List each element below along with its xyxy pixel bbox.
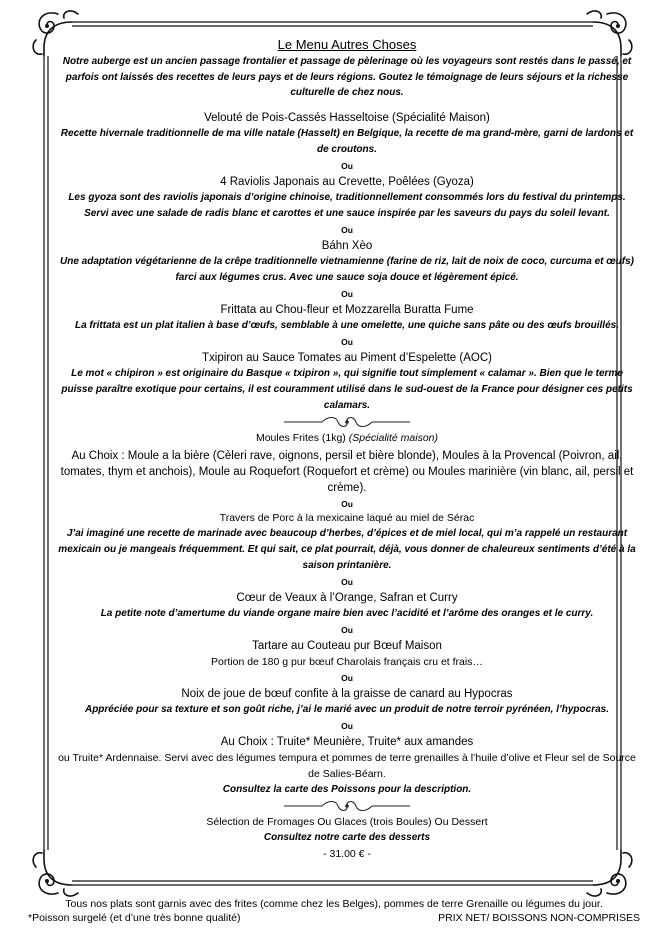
dish-description: La frittata est un plat italien à base d’œufs, semblable à une omelette, une quiche sans pâte ou des œufs brouillés. — [74, 319, 619, 331]
or-separator: Ou — [341, 576, 353, 587]
dish-name: Noix de joue de bœuf confite à la graisse de canard au Hypocras — [181, 687, 513, 700]
dish-name: Moules Frites (1kg) — [255, 431, 346, 444]
dish-description: Le mot « chipiron » est originaire du Basque « txipiron », qui signifie tout simplement « calamar ». Bien que le terme puisse paraître exotique pour certains, il est couramment utilisé dans le sud-ouest de la France pour désigner ces petits calamars. — [61, 367, 633, 411]
menu-title: Le Menu Autres Choses — [277, 37, 417, 52]
menu-footer — [28, 897, 640, 925]
dish-name: Cœur de Veaux à l’Orange, Safran et Curry — [236, 591, 458, 604]
ornament-divider — [56, 800, 638, 812]
or-separator: Ou — [341, 624, 353, 635]
moules-description: Au Choix : Moule a la bière (Cèleri rave, oignons, persil et bière blonde), Moules à la Provencal (Poivron, ail, tomates, thym et anchois), Moule au Roquefort (Roquefort et crème) ou Moules marinière (vin blanc, ail, persil et crème). — [60, 449, 634, 494]
or-separator: Ou — [341, 336, 353, 347]
or-separator: Ou — [341, 224, 353, 235]
dish-name: Travers de Porc à la mexicaine laqué au miel de Sérac — [219, 511, 475, 524]
dish-description: ou Truite* Ardennaise. Servi avec des légumes tempura et pommes de terre grenailles à l’huile d’olive et Fleur sel de Source de Salies-Béarn. — [58, 751, 636, 780]
flourish-icon — [282, 800, 412, 812]
dish-name: Au Choix : Truite* Meunière, Truite* aux amandes — [220, 735, 474, 748]
dish-name: Tartare au Couteau pur Bœuf Maison — [252, 639, 442, 652]
or-separator: Ou — [341, 160, 353, 171]
dish-description: Recette hivernale traditionnelle de ma ville natale (Hasselt) en Belgique, la recette de ma grand-mère, garni de lardons et de croutons. — [60, 127, 634, 155]
dish-description: Une adaptation végétarienne de la crêpe traditionnelle vietnamienne (farine de riz, lait de noix de coco, curcuma et œufs) farci aux légumes crus. Avec une sauce soja douce et légèrement épicé. — [59, 255, 635, 283]
dish-name: Frittata au Chou-fleur et Mozzarella Buratta Fume — [220, 303, 474, 316]
footer-frozen-note: *Poisson surgelé (et d’une très bonne qualité) — [28, 912, 241, 924]
dish-description: La petite note d’amertume du viande organe maire bien avec l’acidité et l’arôme des oranges et le curry. — [100, 607, 594, 619]
dessert-note: Consultez notre carte des desserts — [263, 831, 431, 843]
or-separator: Ou — [341, 720, 353, 731]
menu-body — [56, 36, 638, 862]
menu-price: - 31.00 € - — [323, 847, 371, 860]
dish-description: Les gyoza sont des raviolis japonais d’origine chinoise, traditionnellement consommés lors du festival du printemps. Servi avec une salade de radis blanc et carottes et une sauce inspirée par les saveurs du pays du soleil levant. — [68, 191, 626, 219]
dish-note: Consultez la carte des Poissons pour la description. — [222, 783, 472, 795]
footer-garnish-note: Tous nos plats sont garnis avec des frites (comme chez les Belges), pommes de terre Grenaille ou légumes du jour. — [65, 898, 603, 910]
dish-description: Appréciée pour sa texture et son goût riche, j’ai le marié avec un produit de notre terroir pyrénéen, l’hypocras. — [84, 703, 610, 715]
footer-price-note: PRIX NET/ BOISSONS NON-COMPRISES — [438, 912, 640, 924]
or-separator: Ou — [341, 672, 353, 683]
dish-name: Txipiron au Sauce Tomates au Piment d’Espelette (AOC) — [202, 351, 492, 364]
flourish-icon — [282, 416, 412, 428]
dish-name: Báhn Xèo — [321, 239, 373, 252]
moules-title — [56, 430, 638, 446]
dish-description: Portion de 180 g pur bœuf Charolais français cru et frais… — [211, 655, 483, 668]
dish-name: 4 Raviolis Japonais au Crevette, Poêlées (Gyoza) — [220, 175, 474, 188]
menu-intro: Notre auberge est un ancien passage frontalier et passage de pèlerinage où les voyageurs sont restés dans le passé, et parfois ont laissés des recettes de leurs pays et de leurs régions. Goutez le témoignage de leurs séjours et la richesse culturelle de chez nous. — [62, 56, 632, 98]
ornament-divider — [56, 416, 638, 428]
dessert-name: Sélection de Fromages Ou Glaces (trois Boules) Ou Dessert — [206, 815, 488, 828]
or-separator: Ou — [341, 498, 353, 509]
dish-note: (Spécialité maison) — [348, 431, 439, 444]
dish-description: J’ai imaginé une recette de marinade avec beaucoup d’herbes, d’épices et de miel local, qui m’a rappelé un restaurant mexicain ou je mangeais fréquemment. Et qui sait, ce plat pourrait, déjà, vous donner de chaleureux sentiments d’été à la saison printanière. — [58, 527, 636, 571]
or-separator: Ou — [341, 288, 353, 299]
dish-name: Velouté de Pois-Cassés Hasseltoise (Spécialité Maison) — [204, 111, 490, 124]
